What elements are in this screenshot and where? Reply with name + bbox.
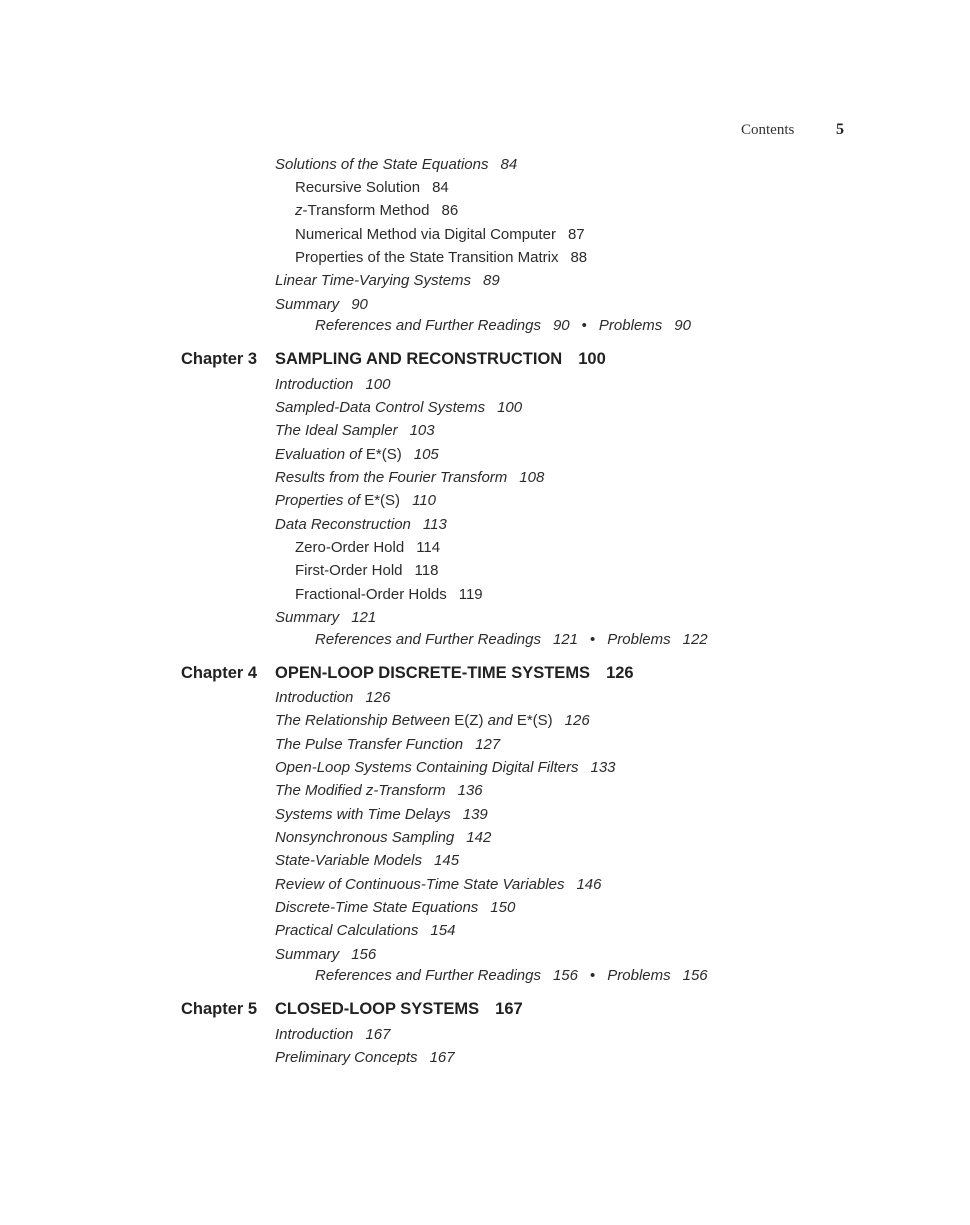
toc-section: Properties of E*(S) 110: [275, 492, 436, 509]
chapter-title: CLOSED-LOOP SYSTEMS 167: [275, 1000, 523, 1018]
toc-subsection: Properties of the State Transition Matrix 88: [295, 249, 588, 266]
toc-subsection: Numerical Method via Digital Computer 87: [295, 226, 585, 243]
toc-section: Introduction 126: [275, 689, 391, 706]
toc-section: The Pulse Transfer Function 127: [275, 736, 501, 753]
running-head: Contents: [741, 122, 795, 138]
toc-section: Introduction 167: [275, 1026, 391, 1043]
toc-section: Summary 90: [275, 296, 368, 313]
toc-section: Practical Calculations 154: [275, 922, 456, 939]
toc-subsection: Recursive Solution 84: [295, 179, 449, 196]
toc-subsection: Fractional-Order Holds 119: [295, 586, 483, 603]
bullet-separator: •: [590, 631, 596, 648]
toc-section: Data Reconstruction 113: [275, 516, 447, 533]
toc-subsection: First-Order Hold 118: [295, 562, 439, 579]
toc-section: Sampled-Data Control Systems 100: [275, 399, 523, 416]
chapter-label: Chapter 4: [181, 664, 258, 682]
toc-section: Introduction 100: [275, 376, 391, 393]
toc-section: Solutions of the State Equations 84: [275, 156, 518, 173]
toc-section: Review of Continuous-Time State Variables 146: [275, 876, 602, 893]
toc-section: Linear Time-Varying Systems 89: [275, 272, 500, 289]
toc-section: Nonsynchronous Sampling 142: [275, 829, 492, 846]
chapter-label: Chapter 5: [181, 1000, 258, 1018]
toc-section: The Ideal Sampler 103: [275, 422, 435, 439]
toc-section: Systems with Time Delays 139: [275, 806, 488, 823]
toc-references-line: References and Further Readings 90 • Problems 90: [315, 317, 691, 334]
toc-section: State-Variable Models 145: [275, 852, 460, 869]
toc-subsection: z-Transform Method 86: [295, 202, 459, 219]
chapter-title: SAMPLING AND RECONSTRUCTION 100: [275, 350, 606, 368]
page-number: 5: [836, 121, 844, 138]
toc-section: Discrete-Time State Equations 150: [275, 899, 516, 916]
toc-section: The Modified z-Transform 136: [275, 782, 483, 799]
chapter-title: OPEN-LOOP DISCRETE-TIME SYSTEMS 126: [275, 664, 634, 682]
toc-section: Open-Loop Systems Containing Digital Filters 133: [275, 759, 616, 776]
chapter-label: Chapter 3: [181, 350, 258, 368]
toc-references-line: References and Further Readings 156 • Problems 156: [315, 967, 708, 984]
toc-section: The Relationship Between E(Z) and E*(S) 126: [275, 712, 590, 729]
toc-section: Summary 121: [275, 609, 377, 626]
toc-subsection: Zero-Order Hold 114: [295, 539, 441, 556]
toc-section: Evaluation of E*(S) 105: [275, 446, 439, 463]
toc-section: Preliminary Concepts 167: [275, 1049, 455, 1066]
bullet-separator: •: [581, 317, 587, 334]
toc-references-line: References and Further Readings 121 • Problems 122: [315, 631, 708, 648]
bullet-separator: •: [590, 967, 596, 984]
toc-section: Results from the Fourier Transform 108: [275, 469, 545, 486]
toc-section: Summary 156: [275, 946, 377, 963]
